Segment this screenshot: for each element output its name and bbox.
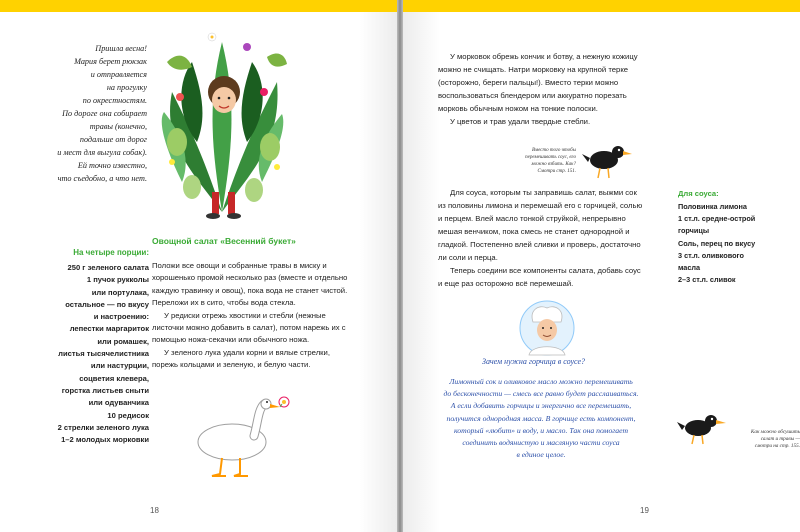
goose-illustration: [192, 392, 292, 482]
sauce-heading: Для соуса:: [678, 189, 719, 198]
crow-icon: [582, 140, 632, 180]
sauce-ingredients-list: Половинка лимона 1 ст.л. средне-острой горчицы Соль, перец по вкусу 3 ст.л. оливкового масла 2–3 ст.л. сливок: [678, 202, 756, 285]
paragraph: Теперь соедини все компоненты салата, добавь соус и еще раз осторожно всё перемешай.: [438, 266, 641, 288]
paragraph: У морковок обрежь кончик и ботву, а нежную кожицу можно не счищать. Натри морковку на крупной терке (осторожно, береги пальцы!). Вместо терки можно воспользоваться блендером или аккуратно порезать морковь обычным ножом на тонкие полоски.: [438, 52, 638, 113]
crow-note-dry: Как можно обсушить салат и травы — смотри на стр. 155.: [750, 429, 800, 449]
sauce-instructions: [438, 186, 643, 290]
carrot-instructions: [438, 50, 643, 128]
left-page: [0, 0, 397, 532]
paragraph: Для соуса, которым ты заправишь салат, выжми сок из половины лимона и перемешай его с горчицей, солью и перцем. Влей масло тонкой струйкой, непрерывно мешая венчиком, пока смесь не станет однородной и гладкой. Постепенно влей сливки и проверь, достаточно ли соли и перца.: [438, 188, 643, 262]
mustard-question: Зачем нужна горчица в соусе?: [482, 357, 585, 366]
crow-note-whisk: Вместо того чтобы перемешивать соус, его можно взбить. Как? Смотри стр. 151.: [525, 148, 576, 174]
girl-in-plants-illustration: [152, 22, 292, 222]
mustard-answer: Лимонный сок и оливковое масло можно перемешивать до бесконечности — смесь все равно будет расслаиваться. А если добавить горчицы и энергично все перемешать, получится однородная масса. В горчице есть компонент, который «любит» и воду, и масло. Так она помогает соединить водянистую и масляную части соуса в единое целое.: [443, 377, 639, 460]
paragraph: Положи все овощи и собранные травы в миску и хорошенько промой несколько раз (вместе и отдельно каждую травинку и овощ), пока вода не станет чистой. Переложи их в сито, чтобы вода стекла.: [152, 261, 348, 308]
recipe-title: Овощной салат «Весенний букет»: [152, 236, 296, 246]
recipe-body: [152, 260, 357, 372]
ingredients-list: 250 г зеленого салата 1 пучок рукколы или портулака, остальное — по вкусу и настроению: лепестки маргариток или ромашек, листья тысячелистника или настурции, соцветия клевера, горстка листьев сныти или одуванчика 10 редисок 2 стрелки зеленого лука 1–2 молодых морковки: [57, 263, 149, 445]
intro-text: Пришла весна! Мария берет рюкзак и отправляется на прогулку по окрестностям. По дороге она собирает травы (конечно, подальше от дорог и мест для выгула собак). Ей точно известно, что съедобно, а что нет.: [57, 44, 147, 183]
paragraph: У редиски отрежь хвостики и стебли (нежные листочки можно добавить в салат), потом нарежь их с помощью ножа-секачки или обычного ножа.: [152, 310, 346, 345]
top-color-bar: [403, 0, 800, 12]
page-number: 18: [150, 506, 159, 515]
chef-portrait: [519, 300, 575, 356]
leaf-cluster: [162, 42, 287, 212]
page-number: 19: [640, 506, 649, 515]
paragraph: У зеленого лука удали корни и вялые стрелки, порежь кольцами и зеленую, и белую части.: [152, 347, 330, 370]
ingredients-heading: На четыре порции:: [73, 248, 149, 257]
paragraph: У цветов и трав удали твердые стебли.: [450, 117, 591, 126]
top-color-bar: [0, 0, 397, 12]
